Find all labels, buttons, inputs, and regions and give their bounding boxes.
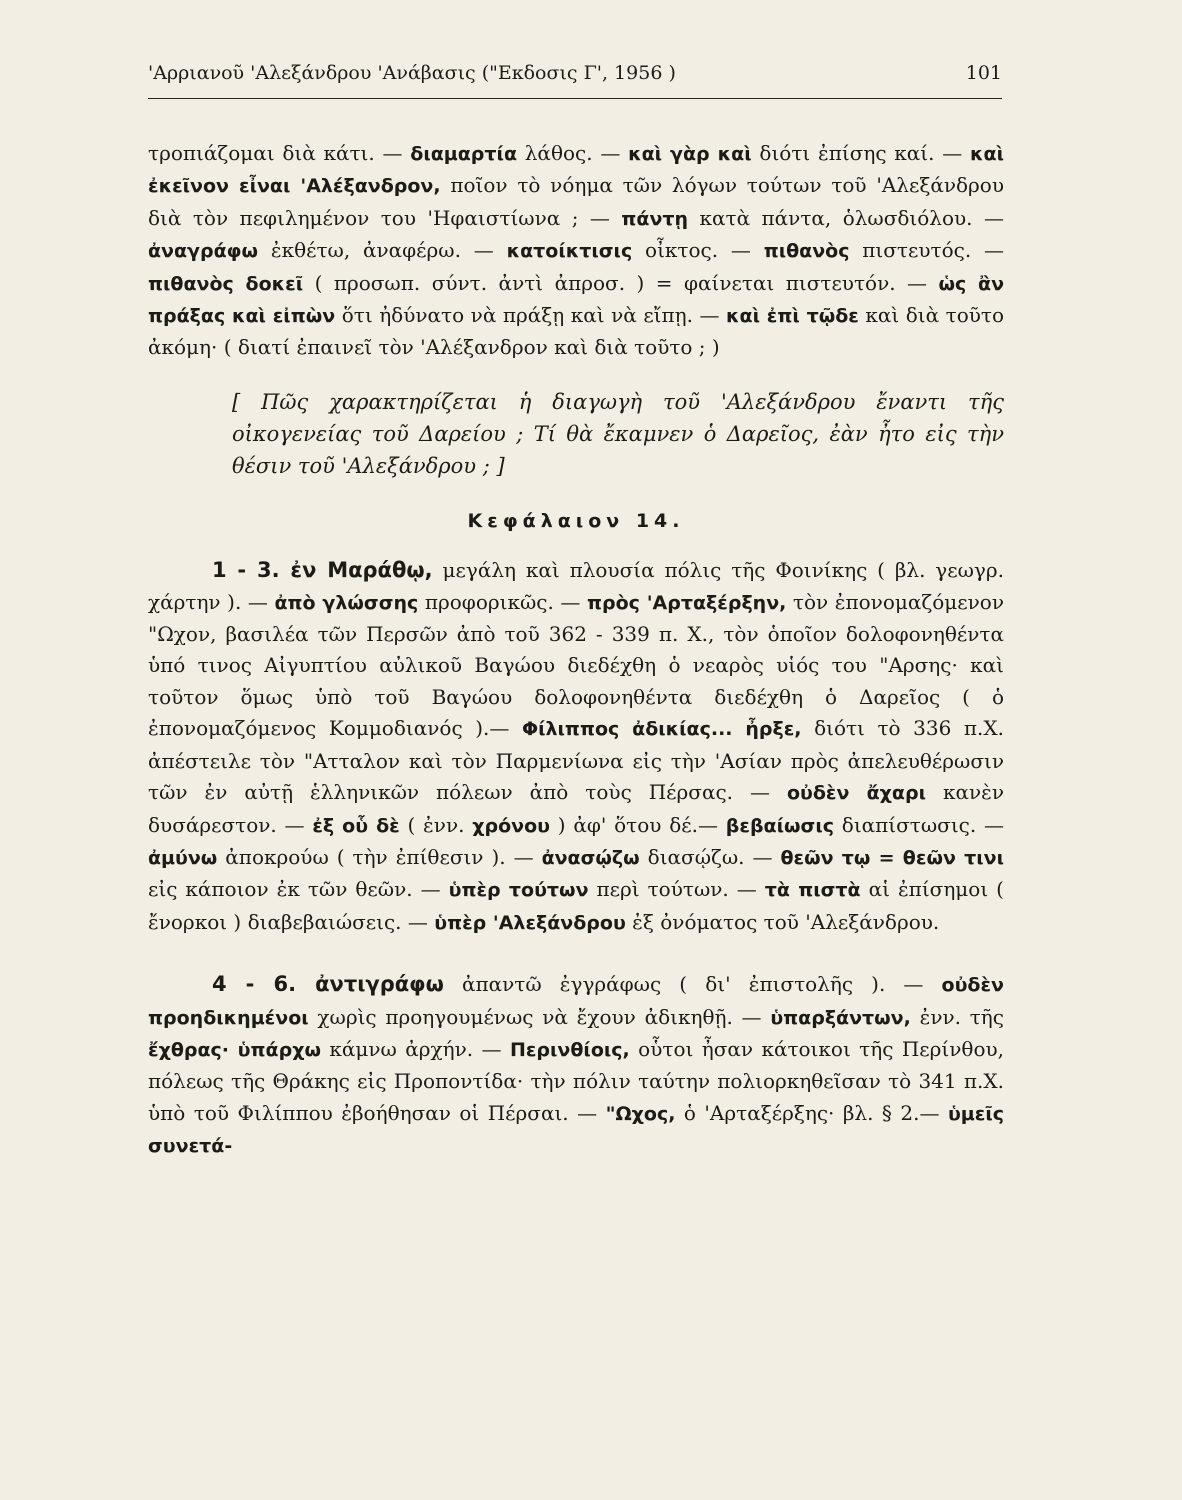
gloss-text: ἐξ ὀνόματος τοῦ 'Αλεξάνδρου. <box>625 909 940 934</box>
gloss-text: ( προσωπ. σύντ. ἀντὶ ἀπροσ. ) = φαίνεται πιστευτόν. — <box>303 270 939 295</box>
lemma-term: πρὸς 'Αρταξέρξην, <box>586 591 787 614</box>
gloss-text: ἐκθέτω, ἀναφέρω. — <box>258 238 507 263</box>
gloss-text: διότι ἐπίσης καί. — <box>751 141 971 165</box>
gloss-text: ) ἀφ' ὅτου δέ.— <box>550 812 726 837</box>
lemma-term: ἀναγράφω <box>148 240 259 263</box>
running-header <box>148 62 1002 99</box>
chapter-heading: Κεφάλαιον 14. <box>467 509 685 532</box>
gloss-text: τροπιάζομαι διὰ κάτι. — <box>148 141 411 165</box>
gloss-text: ποῖον τὸ νόημα τῶν λόγων τούτων τοῦ 'Αλεξάνδρου διὰ τὸν πεφιλημένον του 'Ηφαιστίωνα ; — <box>148 173 1004 230</box>
lemma-term: Φίλιππος ἀδικίας... ἦρξε, <box>521 718 802 741</box>
gloss-text: πιστευτός. — <box>849 238 1004 263</box>
lemma-term: "Ωχος, <box>605 1102 676 1125</box>
page-number: 101 <box>965 62 1002 84</box>
lemma-term: καὶ ἐπὶ τῷδε <box>726 305 859 328</box>
paragraph-glossary <box>148 138 1004 364</box>
gloss-text: ὁ 'Αρταξέρξης· βλ. § 2.— <box>675 1100 948 1125</box>
gloss-text: λάθος. — <box>517 141 629 165</box>
lemma-term: ἀπὸ γλώσσης <box>274 591 419 614</box>
lemma-term: καὶ γὰρ καὶ <box>628 143 752 165</box>
lemma-term: ὑμεῖς συνετά- <box>148 1102 1005 1158</box>
lemma-term: 1 - 3. ἐν Μαράθῳ, <box>212 558 433 583</box>
gloss-text: μεγάλη καὶ πλουσία πόλις τῆς Φοινίκης ( βλ. γεωγρ. χάρτην ). — <box>148 558 1004 614</box>
gloss-text: κανὲν δυσάρεστον. — <box>148 780 1004 837</box>
gloss-text: οὗτοι ἦσαν κάτοικοι τῆς Περίνθου, πόλεως τῆς Θράκης εἰς Προποντίδα· τὴν πόλιν ταύτην πολιορκηθεῖσαν τὸ 341 π.Χ. ὑπὸ τοῦ Φιλίππου ἐβοήθησαν οἱ Πέρσαι. — <box>148 1036 1004 1125</box>
running-title: 'Αρριανοῦ 'Αλεξάνδρου 'Ανάβασις ("Εκδοσις Γ', 1956 ) <box>148 62 676 84</box>
gloss-text: ( ἐνν. <box>399 812 473 837</box>
gloss-text: ἐνν. τῆς <box>910 1004 1004 1029</box>
section-1-3 <box>148 555 1004 939</box>
lemma-term: ἐξ οὗ δὲ <box>312 814 400 837</box>
lemma-term: 4 - 6. ἀντιγράφω <box>212 972 444 997</box>
lemma-term: χρόνου <box>472 814 550 837</box>
lemma-term: ἔχθρας· ὑπάρχω <box>148 1038 321 1061</box>
lemma-term: ὑπὲρ 'Αλεξάνδρου <box>434 911 626 934</box>
gloss-text: διαπίστωσις. — <box>834 812 1005 837</box>
section-4-6 <box>148 969 1004 1162</box>
gloss-text: αἱ ἐπίσημοι ( ἔνορκοι ) διαβεβαιώσεις. — <box>148 877 1004 934</box>
lemma-term: θεῶν τῳ = θεῶν τινι <box>780 846 1005 869</box>
lemma-term: βεβαίωσις <box>725 814 834 837</box>
lemma-term: πιθανὸς δοκεῖ <box>148 272 304 295</box>
gloss-text: καὶ διὰ τοῦτο ἀκόμη· ( διατί ἐπαινεῖ τὸν 'Αλέξανδρον καὶ διὰ τοῦτο ; ) <box>148 303 1005 360</box>
gloss-text: ὅτι ἠδύνατο νὰ πράξῃ καὶ νὰ εἴπῃ. — <box>335 303 727 328</box>
gloss-text: ἀπαντῶ ἐγγράφως ( δι' ἐπιστολῆς ). — <box>443 972 942 997</box>
gloss-text: κατὰ πάντα, ὁλωσδιόλου. — <box>688 205 1004 230</box>
body-text <box>148 138 1004 1163</box>
gloss-text: κάμνω ἀρχήν. — <box>320 1036 510 1061</box>
gloss-text: ἀποκρούω ( τὴν ἐπίθεσιν ). — <box>217 844 542 869</box>
gloss-text: τὸν ἐπονομαζόμενον "Ωχον, βασιλέα τῶν Περσῶν ἀπὸ τοῦ 362 - 339 π. Χ., τὸν ὁποῖον δολοφονηθέντα ὑπό τινος Αἰγυπτίου αὐλικοῦ Βαγώου διεδέχθη ὁ νεαρὸς υἱός του "Αρσης· καὶ τοῦτον ὅμως ὑπὸ τοῦ Βαγώου δολοφονηθέντα διεδέχθη ὁ Δαρεῖος ( ὁ ἐπονομαζόμενος Κομμοδιανός ).— <box>148 589 1004 741</box>
lemma-term: καὶ ἐκεῖνον εἶναι 'Αλέξανδρον, <box>148 143 1004 198</box>
lemma-term: ὑπαρξάντων, <box>770 1006 911 1029</box>
gloss-text: χωρὶς προηγουμένως νὰ ἔχουν ἀδικηθῇ. — <box>308 1004 771 1029</box>
gloss-text: εἰς κάποιον ἐκ τῶν θεῶν. — <box>148 877 449 902</box>
lemma-term: ὑπὲρ τούτων <box>448 879 589 902</box>
gloss-text: διασῴζω. — <box>639 844 781 869</box>
gloss-text: περὶ τούτων. — <box>588 877 765 902</box>
lemma-term: πιθανὸς <box>763 240 850 263</box>
lemma-term: πάντῃ <box>621 207 689 230</box>
lemma-term: τὰ πιστὰ <box>764 879 861 902</box>
lemma-term: οὐδὲν προηδικημένοι <box>148 974 1004 1029</box>
gloss-text: προφορικῶς. — <box>418 589 587 614</box>
lemma-term: Περινθίοις, <box>509 1038 630 1061</box>
lemma-term: διαμαρτία <box>410 143 517 165</box>
gloss-text: οἶκτος. — <box>632 238 764 263</box>
lemma-term: ὡς ἂν πράξας καὶ εἰπὼν <box>148 272 1005 328</box>
study-question: [ Πῶς χαρακτηρίζεται ἡ διαγωγὴ τοῦ 'Αλεξάνδρου ἔναντι τῆς οἰκογενείας τοῦ Δαρείου ; Τί θὰ ἔκαμνεν ὁ Δαρεῖος, ἐὰν ἦτο εἰς τὴν θέσιν τοῦ 'Αλεξάνδρου ; ] <box>232 389 1004 478</box>
lemma-term: ἀμύνω <box>148 846 218 869</box>
gloss-text: διότι τὸ 336 π.Χ. ἀπέστειλε τὸν "Ατταλον καὶ τὸν Παρμενίωνα εἰς τὴν 'Ασίαν πρὸς ἀπελευθέρωσιν τῶν ἐν αὐτῇ ἑλληνικῶν πόλεων ἀπὸ τοὺς Πέρσας. — <box>148 716 1004 805</box>
lemma-term: ἀνασῴζω <box>541 846 640 869</box>
lemma-term: οὐδὲν ἄχαρι <box>786 782 926 805</box>
lemma-term: κατοίκτισις <box>506 240 633 263</box>
